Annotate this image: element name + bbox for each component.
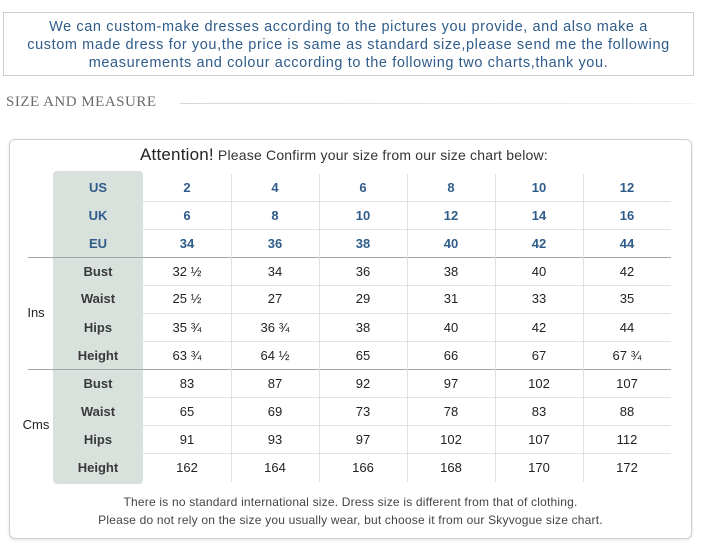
- size-cell: 8: [447, 180, 455, 195]
- unit-label: Ins: [27, 305, 45, 320]
- measure-cell: 88: [619, 404, 635, 419]
- measure-cell: 166: [352, 460, 374, 475]
- measure-cell: 83: [531, 404, 547, 419]
- size-cell: 4: [271, 180, 279, 195]
- size-cell: 10: [355, 208, 371, 223]
- size-cell: 12: [619, 180, 635, 195]
- size-cell: 36: [267, 236, 283, 251]
- measure-cell: 69: [267, 404, 283, 419]
- measure-cell: 38: [355, 320, 371, 335]
- measure-cell: 35 ¾: [172, 320, 202, 335]
- size-cell: 8: [271, 208, 279, 223]
- measure-cell: 73: [355, 404, 371, 419]
- measure-cell: 63 ¾: [172, 348, 202, 363]
- section-title: SIZE AND MEASURE: [6, 94, 157, 110]
- size-cell: 16: [619, 208, 635, 223]
- notice-line: custom made dress for you,the price is same as standard size,please send me the following: [27, 37, 670, 53]
- measure-cell: 36 ¾: [260, 320, 290, 335]
- measure-cell: 65: [355, 348, 371, 363]
- measure-cell: 102: [528, 376, 550, 391]
- size-cell: 34: [179, 236, 195, 251]
- measure-cell: 38: [443, 264, 459, 279]
- measure-cell: 168: [440, 460, 462, 475]
- measure-label: Bust: [83, 264, 113, 279]
- measure-cell: 170: [528, 460, 550, 475]
- measure-cell: 40: [443, 320, 459, 335]
- measure-cell: 42: [619, 264, 635, 279]
- measure-cell: 42: [531, 320, 547, 335]
- size-cell: 6: [183, 208, 191, 223]
- measure-label: Bust: [83, 376, 113, 391]
- size-system-label: EU: [88, 236, 108, 251]
- custom-make-notice: [3, 12, 694, 76]
- measure-cell: 102: [440, 432, 462, 447]
- measure-cell: 65: [179, 404, 195, 419]
- section-divider: [180, 103, 694, 104]
- size-cell: 38: [355, 236, 371, 251]
- attention-heading: [140, 145, 548, 165]
- size-cell: 2: [183, 180, 191, 195]
- attention-label: Attention!: [140, 145, 214, 164]
- measure-label: Height: [77, 348, 119, 363]
- measure-cell: 107: [616, 376, 638, 391]
- size-cell: 10: [531, 180, 547, 195]
- measure-cell: 32 ½: [172, 264, 202, 279]
- measure-cell: 67 ¾: [612, 348, 642, 363]
- measure-cell: 107: [528, 432, 550, 447]
- size-cell: 14: [531, 208, 547, 223]
- measure-cell: 34: [267, 264, 283, 279]
- measure-label: Waist: [80, 291, 116, 306]
- measure-label: Hips: [83, 432, 113, 447]
- measure-cell: 29: [355, 291, 371, 306]
- measure-cell: 78: [443, 404, 459, 419]
- measure-cell: 31: [443, 291, 459, 306]
- measure-cell: 91: [179, 432, 195, 447]
- size-cell: 12: [443, 208, 459, 223]
- footer-note: Please do not rely on the size you usually wear, but choose it from our Skyvogue size chart.: [98, 513, 603, 527]
- measure-label: Height: [77, 460, 119, 475]
- measure-cell: 40: [531, 264, 547, 279]
- measure-cell: 25 ½: [172, 291, 202, 306]
- measure-cell: 97: [355, 432, 371, 447]
- measure-cell: 44: [619, 320, 635, 335]
- unit-label: Cms: [22, 417, 50, 432]
- size-cell: 44: [619, 236, 635, 251]
- measure-cell: 112: [616, 432, 638, 447]
- measure-cell: 92: [355, 376, 371, 391]
- measure-cell: 172: [616, 460, 638, 475]
- measure-cell: 33: [531, 291, 547, 306]
- measure-cell: 27: [267, 291, 283, 306]
- measure-cell: 87: [267, 376, 283, 391]
- measure-label: Hips: [83, 320, 113, 335]
- measure-cell: 97: [443, 376, 459, 391]
- measure-cell: 164: [264, 460, 286, 475]
- size-system-label: US: [88, 180, 108, 195]
- measure-cell: 64 ½: [260, 348, 290, 363]
- measure-cell: 35: [619, 291, 635, 306]
- attention-text: Please Confirm your size from our size chart below:: [213, 147, 548, 163]
- size-cell: 42: [531, 236, 547, 251]
- measure-cell: 83: [179, 376, 195, 391]
- measure-cell: 36: [355, 264, 371, 279]
- size-system-label: UK: [88, 208, 108, 223]
- measure-cell: 67: [531, 348, 547, 363]
- footer-note: There is no standard international size. Dress size is different from that of clothing.: [123, 495, 578, 509]
- notice-line: We can custom-make dresses according to the pictures you provide, and also make a: [49, 19, 648, 35]
- measure-cell: 93: [267, 432, 283, 447]
- size-cell: 6: [359, 180, 367, 195]
- measure-cell: 66: [443, 348, 459, 363]
- measure-label: Waist: [80, 404, 116, 419]
- notice-line: measurements and colour according to the following two charts,thank you.: [88, 55, 609, 71]
- size-cell: 40: [443, 236, 459, 251]
- measure-cell: 162: [176, 460, 198, 475]
